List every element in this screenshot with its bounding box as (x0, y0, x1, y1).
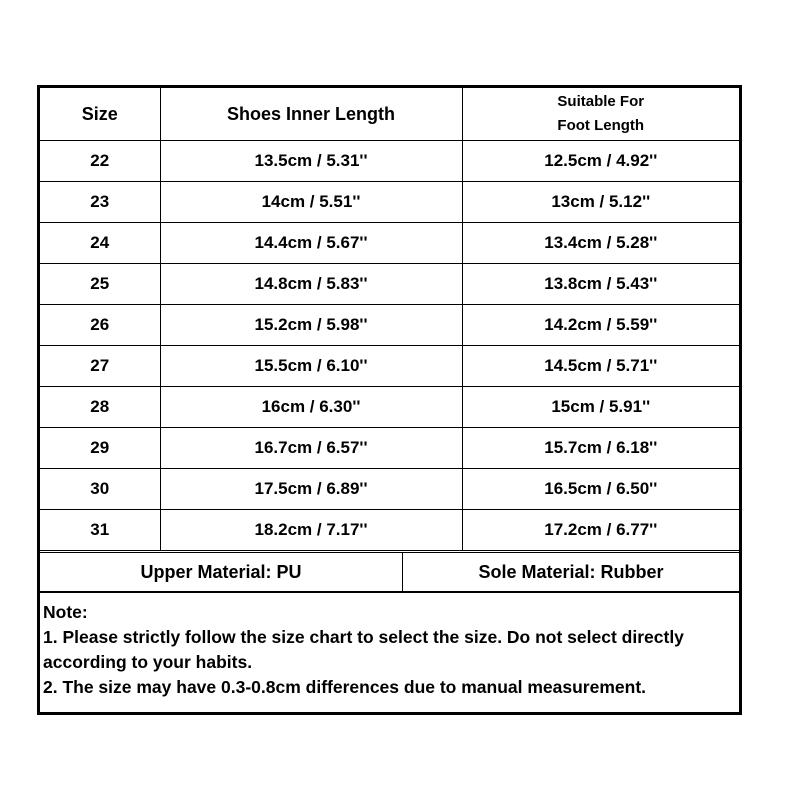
inner-length-cell: 15.2cm / 5.98'' (160, 305, 462, 346)
inner-length-cell: 16.7cm / 6.57'' (160, 428, 462, 469)
size-cell: 23 (40, 182, 160, 223)
inner-length-cell: 14.8cm / 5.83'' (160, 264, 462, 305)
table-row (40, 510, 739, 551)
note-block (43, 600, 739, 700)
table-header-row (40, 88, 739, 141)
foot-length-cell: 13.8cm / 5.43'' (462, 264, 739, 305)
inner-length-cell: 14.4cm / 5.67'' (160, 223, 462, 264)
materials-row (40, 552, 739, 593)
inner-length-cell: 13.5cm / 5.31'' (160, 141, 462, 182)
size-cell: 30 (40, 469, 160, 510)
upper-material: Upper Material: PU (40, 553, 403, 591)
inner-length-cell: 15.5cm / 6.10'' (160, 346, 462, 387)
size-cell: 29 (40, 428, 160, 469)
header-inner-length: Shoes Inner Length (160, 88, 462, 141)
foot-length-cell: 14.5cm / 5.71'' (462, 346, 739, 387)
table-row (40, 305, 739, 346)
size-cell: 31 (40, 510, 160, 551)
foot-length-cell: 16.5cm / 6.50'' (462, 469, 739, 510)
header-foot-length (462, 88, 739, 141)
size-cell: 22 (40, 141, 160, 182)
note-line-2: according to your habits. (43, 652, 253, 672)
sole-material: Sole Material: Rubber (478, 561, 664, 582)
foot-length-cell: 17.2cm / 6.77'' (462, 510, 739, 551)
size-cell: 26 (40, 305, 160, 346)
size-cell: 25 (40, 264, 160, 305)
inner-length-cell: 17.5cm / 6.89'' (160, 469, 462, 510)
size-chart-frame (37, 85, 742, 715)
table-row (40, 223, 739, 264)
foot-length-cell: 12.5cm / 4.92'' (462, 141, 739, 182)
size-chart-table (40, 88, 739, 551)
table-row (40, 387, 739, 428)
header-foot-length-line1: Suitable For (557, 93, 645, 110)
table-row (40, 141, 739, 182)
table-row (40, 428, 739, 469)
foot-length-cell: 13.4cm / 5.28'' (462, 223, 739, 264)
note-line-3: 2. The size may have 0.3-0.8cm differences due to manual measurement. (43, 677, 647, 697)
foot-length-cell: 15.7cm / 6.18'' (462, 428, 739, 469)
inner-length-cell: 16cm / 6.30'' (160, 387, 462, 428)
foot-length-cell: 14.2cm / 5.59'' (462, 305, 739, 346)
header-size: Size (40, 88, 160, 141)
inner-length-cell: 14cm / 5.51'' (160, 182, 462, 223)
table-row (40, 346, 739, 387)
table-row (40, 264, 739, 305)
inner-length-cell: 18.2cm / 7.17'' (160, 510, 462, 551)
table-row (40, 182, 739, 223)
note-line-1: 1. Please strictly follow the size chart to select the size. Do not select directly (43, 627, 684, 647)
size-cell: 28 (40, 387, 160, 428)
foot-length-cell: 13cm / 5.12'' (462, 182, 739, 223)
foot-length-cell: 15cm / 5.91'' (462, 387, 739, 428)
header-foot-length-line2: Foot Length (557, 117, 645, 134)
note-title: Note: (43, 602, 88, 622)
size-cell: 27 (40, 346, 160, 387)
table-row (40, 469, 739, 510)
size-cell: 24 (40, 223, 160, 264)
